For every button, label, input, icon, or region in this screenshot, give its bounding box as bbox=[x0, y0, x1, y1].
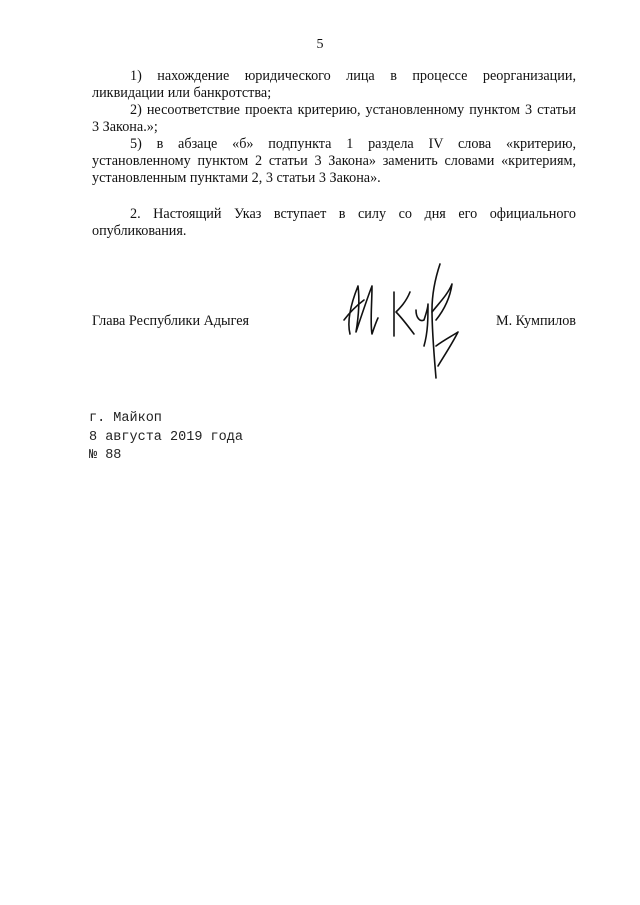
handwritten-signature-icon bbox=[336, 262, 468, 384]
page-number: 5 bbox=[316, 37, 324, 52]
effective-date-clause bbox=[92, 206, 576, 240]
clause-paragraph: 5) в абзаце «б» подпункта 1 раздела IV слова «критерию, установленному пунктом 2 статьи 3 Закона» заменить словами «критериям, установленным пунктами 2, 3 статьи 3 Закона». bbox=[92, 136, 576, 186]
signer-name: М. Кумпилов bbox=[495, 313, 576, 329]
decree-number: № 88 bbox=[89, 448, 122, 463]
clause-paragraph: 2. Настоящий Указ вступает в силу со дня его официального опубликования. bbox=[92, 206, 576, 239]
signer-title: Глава Республики Адыгея bbox=[92, 313, 250, 329]
document-footer bbox=[89, 410, 243, 466]
amendment-clauses bbox=[92, 68, 576, 187]
clause-paragraph: 1) нахождение юридического лица в процессе реорганизации, ликвидации или банкротства; bbox=[92, 68, 576, 101]
date-line: 8 августа 2019 года bbox=[89, 429, 243, 445]
clause-paragraph: 2) несоответствие проекта критерию, установленному пунктом 3 статьи 3 Закона.»; bbox=[92, 102, 576, 135]
city-line: г. Майкоп bbox=[89, 411, 162, 426]
